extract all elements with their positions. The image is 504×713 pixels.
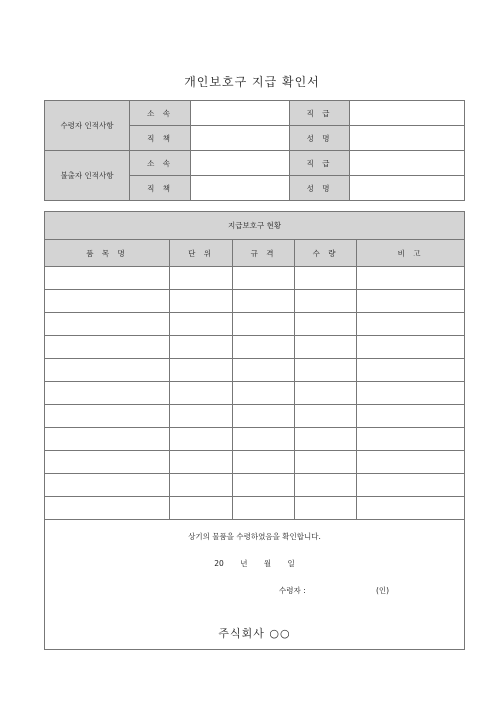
confirmation-text: 상기의 물품을 수령하였음을 확인합니다. [188,532,321,541]
remarks-cell[interactable] [357,382,465,405]
quantity-cell[interactable] [295,451,357,474]
quantity-cell[interactable] [295,405,357,428]
quantity-cell[interactable] [295,497,357,520]
status-table-title: 지급보호구 현황 [45,212,465,240]
date-month-unit: 월 [263,559,272,568]
receiver-duty-field[interactable] [191,176,290,201]
remarks-cell[interactable] [357,336,465,359]
remarks-cell[interactable] [357,497,465,520]
recipient-duty-field[interactable] [191,126,290,151]
table-row [45,474,465,497]
unit-cell[interactable] [170,451,233,474]
spec-cell[interactable] [233,474,295,497]
table-row [45,290,465,313]
recipient-label: 수령자 : [279,586,306,595]
seal-mark: (인) [376,586,390,595]
confirmation-section [45,520,465,650]
quantity-cell[interactable] [295,290,357,313]
remarks-cell[interactable] [357,405,465,428]
table-row [45,313,465,336]
unit-cell[interactable] [170,497,233,520]
item-name-cell[interactable] [45,336,170,359]
remarks-cell[interactable] [357,474,465,497]
company-name: 주식회사 ○○ [218,627,291,640]
table-row [45,428,465,451]
remarks-cell[interactable] [357,290,465,313]
unit-cell[interactable] [170,359,233,382]
remarks-cell[interactable] [357,359,465,382]
name-label: 성 명 [290,126,350,151]
date-day-unit: 일 [287,559,295,568]
affiliation-label: 소 속 [130,101,191,126]
recipient-rank-field[interactable] [350,101,465,126]
item-name-cell[interactable] [45,497,170,520]
affiliation-label: 소 속 [130,151,191,176]
receiver-affiliation-field[interactable] [191,151,290,176]
recipient-info-header: 수령자 인적사항 [45,101,130,151]
item-name-cell[interactable] [45,290,170,313]
table-row [45,359,465,382]
rank-label: 직 급 [290,101,350,126]
unit-cell[interactable] [170,474,233,497]
date-line [45,558,464,569]
item-name-cell[interactable] [45,474,170,497]
item-name-cell[interactable] [45,428,170,451]
quantity-cell[interactable] [295,336,357,359]
spec-cell[interactable] [233,382,295,405]
rank-label: 직 급 [290,151,350,176]
spec-cell[interactable] [233,405,295,428]
date-year-unit: 년 [240,559,248,568]
col-header-unit: 단 위 [170,240,233,267]
unit-cell[interactable] [170,290,233,313]
document-title: 개인보호구 지급 확인서 [184,75,320,89]
spec-cell[interactable] [233,359,295,382]
remarks-cell[interactable] [357,428,465,451]
table-row [45,497,465,520]
quantity-cell[interactable] [295,428,357,451]
spec-cell[interactable] [233,451,295,474]
spec-cell[interactable] [233,313,295,336]
item-name-cell[interactable] [45,405,170,428]
quantity-cell[interactable] [295,382,357,405]
equipment-status-table [44,211,465,650]
quantity-cell[interactable] [295,313,357,336]
spec-cell[interactable] [233,267,295,290]
table-row [45,382,465,405]
col-header-spec: 규 격 [233,240,295,267]
col-header-item-name: 품 목 명 [45,240,170,267]
duty-label: 직 책 [130,176,191,201]
item-name-cell[interactable] [45,313,170,336]
unit-cell[interactable] [170,405,233,428]
quantity-cell[interactable] [295,359,357,382]
table-row [45,405,465,428]
spec-cell[interactable] [233,290,295,313]
remarks-cell[interactable] [357,451,465,474]
table-row [45,451,465,474]
unit-cell[interactable] [170,267,233,290]
table-row [45,267,465,290]
duty-label: 직 책 [130,126,191,151]
unit-cell[interactable] [170,336,233,359]
receiver-name-field[interactable] [350,176,465,201]
table-row [45,336,465,359]
remarks-cell[interactable] [357,267,465,290]
receiver-rank-field[interactable] [350,151,465,176]
date-year: 20 [214,559,224,568]
item-name-cell[interactable] [45,451,170,474]
recipient-name-field[interactable] [350,126,465,151]
name-label: 성 명 [290,176,350,201]
spec-cell[interactable] [233,336,295,359]
item-name-cell[interactable] [45,359,170,382]
quantity-cell[interactable] [295,267,357,290]
col-header-quantity: 수 량 [295,240,357,267]
item-name-cell[interactable] [45,267,170,290]
remarks-cell[interactable] [357,313,465,336]
unit-cell[interactable] [170,313,233,336]
spec-cell[interactable] [233,497,295,520]
item-name-cell[interactable] [45,382,170,405]
unit-cell[interactable] [170,382,233,405]
quantity-cell[interactable] [295,474,357,497]
receiver-info-header: 불출자 인적사항 [45,151,130,201]
personal-info-table [44,100,465,201]
spec-cell[interactable] [233,428,295,451]
recipient-affiliation-field[interactable] [191,101,290,126]
unit-cell[interactable] [170,428,233,451]
col-header-remarks: 비 고 [357,240,465,267]
